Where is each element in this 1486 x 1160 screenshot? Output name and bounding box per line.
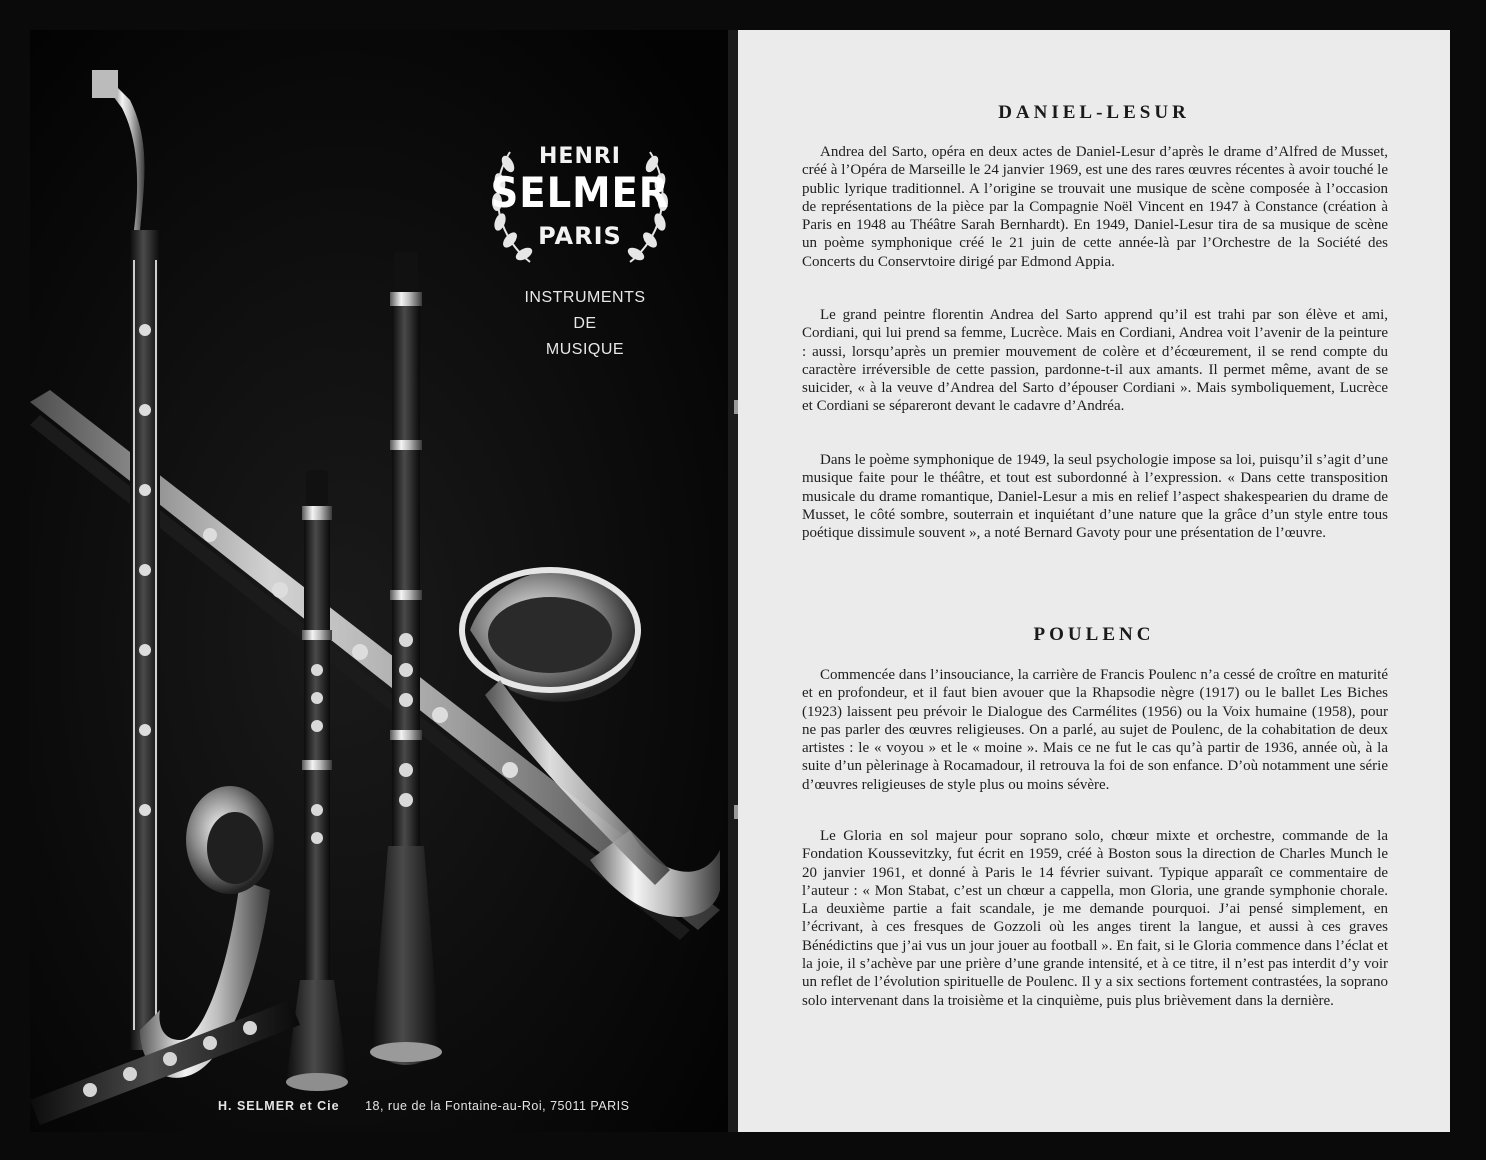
- daniel-lesur-paragraph-1: Andrea del Sarto, opéra en deux actes de Daniel-Lesur d’après le drame d’Alfred de Musset, créé à l’Opéra de Marseille le 24 janvier 1969, est une des rares œuvres récentes à avoir touché le public lyrique traditionnel. A l’origine se trouvait une musique de scène composée à l’occasion de représentations de la pièce par la Compagnie Noël Vincent en 1947 à Constance (création à Paris en 1948 au Théâtre Sarah Bernhardt). En 1949, Daniel-Lesur tira de sa musique de scène un poème symphonique créé le 21 juin de cette année-là par l’Orchestre de la Société des Concerts du Conservtoire dirigé par Edmond Appia.: [802, 144, 1388, 270]
- firm-address: 18, rue de la Fontaine-au-Roi, 75011 PARIS: [365, 1099, 630, 1113]
- logo-paris-text: PARIS: [538, 222, 622, 250]
- logo-selmer-text: SELMER: [490, 168, 670, 217]
- firm-name: H. SELMER et Cie: [218, 1099, 340, 1113]
- programme-notes-page: [738, 30, 1450, 1132]
- tagline-line-3: MUSIQUE: [545, 341, 625, 358]
- tagline-line-2: DE: [573, 315, 597, 332]
- section-title-daniel-lesur: DANIEL-LESUR: [998, 102, 1190, 123]
- poulenc-paragraph-2: Le Gloria en sol majeur pour soprano solo, chœur mixte et orchestre, commande de la Fondation Koussevitzky, fut écrit en 1959, créé à Boston sous la direction de Charles Munch le 20 janvier 1961, et donné à Paris le 14 février suivant. Typique apparaît ce commentaire de l’auteur : « Mon Stabat, c’est un chœur a cappella, mon Gloria, une grande symphonie chorale. La deuxième partie a fait scandale, je me demande pourquoi. J’ai pensé simplement, en l’écrivant, à ces fresques de Gozzoli où les anges tirent la langue, et aussi à ces graves Bénédictins que j’ai vus un jour jouer au football ». En fait, si le Gloria commence dans l’éclat et la joie, il s’achève par une prière d’une grande intensité, et à ce titre, il n’est pas interdit d’y voir un reflet de l’évolution spirituelle de Poulenc. Il y a six sections fortement contrastées, la soprano solo intervenant dans la troisième et la cinquième, puis plus brièvement dans la dernière.: [802, 828, 1388, 1009]
- tagline: [485, 285, 685, 363]
- ad-footer: [218, 1099, 718, 1113]
- daniel-lesur-paragraph-2: Le grand peintre florentin Andrea del Sarto apprend qu’il est trahi par son élève et ami, Cordiani, qui lui prend sa femme, Lucrèce. Mais en Cordiani, Andrea voit l’avenir de la peinture : aussi, lorsqu’après un premier mouvement de colère et d’écœurement, il se rend compte du caractère irréversible de cette passion, pardonne-t-il aux amants. Il permet même, avant de se suicider, « à la veuve d’Andrea del Sarto d’épouser Cordiani ». Mais symboliquement, Lucrèce et Cordiani se sépareront devant le cadavre d’Andréa.: [802, 307, 1388, 415]
- logo-henri-text: HENRI: [539, 144, 621, 169]
- page-gutter: [728, 30, 738, 1132]
- poulenc-paragraph-1: Commencée dans l’insouciance, la carrière de Francis Poulenc n’a cessé de croître en maturité et en profondeur, et il faut bien avouer que la Rhapsodie nègre (1917) ou le ballet Les Biches (1923) laissent peu prévoir le Dialogue des Carmélites (1956) ou la Voix humaine (1958), pour ne pas parler des œuvres religieuses. On a parlé, au sujet de Poulenc, de la cohabitation de deux artistes : le « voyou » et le « moine ». Mais ce ne fut le cas qu’à partir de 1936, année où, à la suite d’un pèlerinage à Rocamadour, il retrouva la foi de son enfance. D’où notamment une série d’œuvres religieuses de style plus ou moins sévère.: [802, 667, 1388, 793]
- daniel-lesur-paragraph-3: Dans le poème symphonique de 1949, la seul psychologie impose sa loi, puisqu’il s’agit d’une musique faite pour le théâtre, et tout est subordonné à l’expression. « Dans cette transposition musicale du drame romantique, Daniel-Lesur a mis en relief l’aspect shakespearien du drame de Musset, le côté sombre, souterrain et inquiétant d’une nature que la grâce d’un style entre tous poétique dissimule souvent », a noté Bernard Gavoty pour une présentation de l’œuvre.: [802, 452, 1388, 542]
- henri-selmer-paris-logo: [480, 122, 680, 282]
- section-title-poulenc: POULENC: [1033, 624, 1155, 645]
- selmer-advertisement-page: [30, 30, 728, 1132]
- tagline-line-1: INSTRUMENTS: [524, 289, 646, 306]
